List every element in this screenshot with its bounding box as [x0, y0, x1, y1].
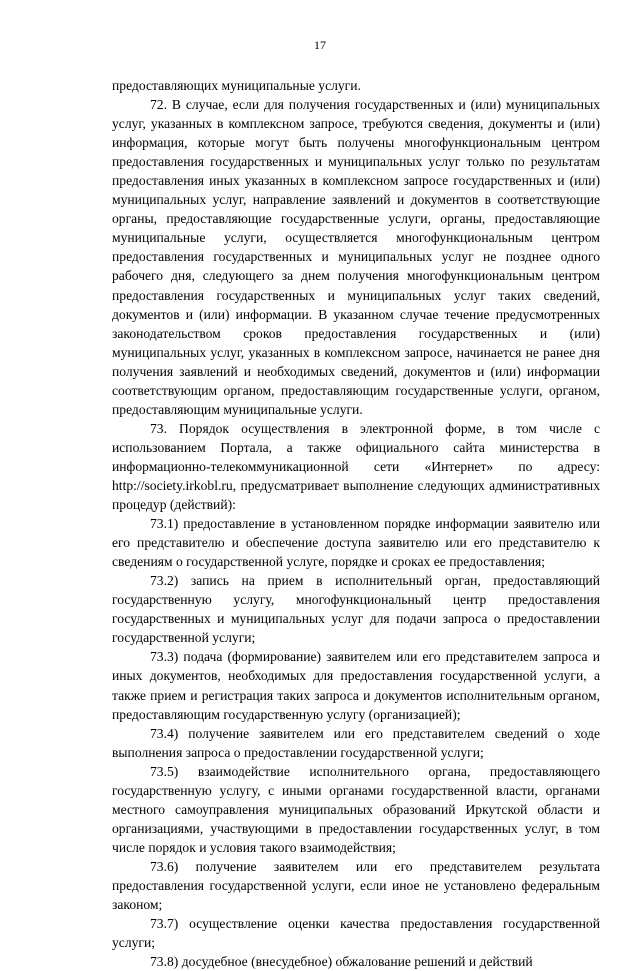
- paragraph-73-8: 73.8) досудебное (внесудебное) обжалование решений и действий: [150, 954, 533, 970]
- paragraph-73-3: 73.3) подача (формирование) заявителем или его представителем запроса и иных документов, необходимых для предоставления государственной услуги, а также прием и регистрация таких запроса и документов исполнительным органом, предоставляющим государственную услугу (организацией);: [112, 649, 600, 722]
- paragraph-73-5: 73.5) взаимодействие исполнительного органа, предоставляющего государственную услугу, с иными органами государственной власти, органами местного самоуправления муниципальных образований Иркутской области и организациями, участвующими в предоставлении государственных услуг, в том числе порядок и условия такого взаимодействия;: [112, 763, 600, 855]
- paragraph-72: 72. В случае, если для получения государственных и (или) муниципальных услуг, указанных в комплексном запросе, требуются сведения, документы и (или) информация, которые могут быть получены многофункциональным центром предоставления государственных и муниципальных услуг только по результатам предоставления иных указанных в комплексном запросе государственных и (или) муниципальных услуг, направление заявлений и документов в соответствующие органы, предоставляющие государственные услуги, органы, предоставляющие муниципальные услуги, осуществляется многофункциональным центром предоставления государственных и муниципальных услуг не позднее одного рабочего дня, следующего за днем получения многофункциональным центром предоставления государственных и муниципальных услуг таких сведений, документов и (или) информации. В указанном случае течение предусмотренных законодательством сроков предоставления государственных и (или) муниципальных услуг, указанных в комплексном запросе, начинается не ранее дня получения заявлений и необходимых сведений, документов и (или) информации соответствующим органом, предоставляющим государственные услуги, органом, предоставляющим муниципальные услуги.: [112, 97, 600, 417]
- paragraph-73-1: 73.1) предоставление в установленном порядке информации заявителю или его представителю и обеспечение доступа заявителю или его представителю к сведениям о государственной услуге, порядке и сроках ее предоставления;: [112, 516, 600, 570]
- document-body: [112, 76, 600, 971]
- paragraph-73: 73. Порядок осуществления в электронной форме, в том числе с использованием Портала, а также официального сайта министерства в информационно-телекоммуникационной сети «Интернет» по адресу: http://society.irkobl.ru, предусматривает выполнение следующих административных процедур (действий):: [112, 420, 600, 513]
- paragraph-73-6: 73.6) получение заявителем или его представителем результата предоставления государственной услуги, если иное не установлено федеральным законом;: [112, 858, 600, 913]
- page-number: 17: [314, 38, 326, 52]
- paragraph-73-7: 73.7) осуществление оценки качества предоставления государственной услуги;: [112, 916, 600, 951]
- paragraph-73-4: 73.4) получение заявителем или его представителем сведений о ходе выполнения запроса о предоставлении государственной услуги;: [112, 725, 600, 760]
- paragraph-73-2: 73.2) запись на прием в исполнительный орган, предоставляющий государственную услугу, многофункциональный центр предоставления государственных и муниципальных услуг для подачи запроса о предоставлении государственной услуги;: [112, 573, 600, 646]
- paragraph-continuation: предоставляющих муниципальные услуги.: [112, 78, 361, 93]
